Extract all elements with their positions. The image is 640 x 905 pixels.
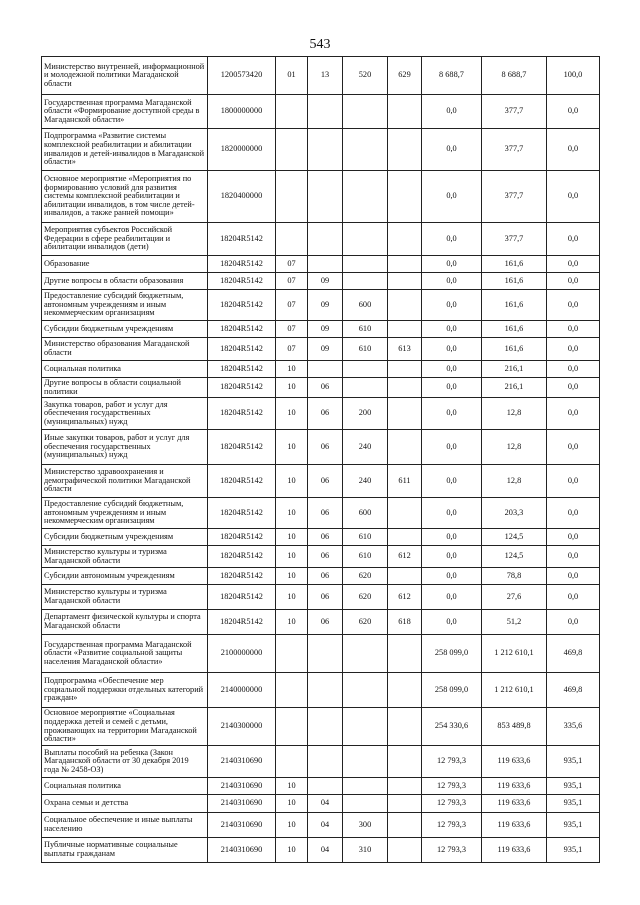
table-row [42, 95, 600, 129]
cell-expense-type [343, 256, 388, 273]
cell-amount-1: 0,0 [422, 498, 482, 529]
cell-expense-type: 300 [343, 813, 388, 838]
cell-name: Мероприятия субъектов Российской Федерации в сфере реабилитации и абилитации инвалидов (дети) [42, 223, 208, 256]
cell-percent: 0,0 [547, 338, 600, 361]
cell-administrator [388, 361, 422, 378]
cell-expense-type: 600 [343, 290, 388, 321]
cell-name: Социальное обеспечение и иные выплаты населению [42, 813, 208, 838]
cell-expense-type: 610 [343, 546, 388, 568]
cell-administrator [388, 778, 422, 795]
cell-name: Субсидии бюджетным учреждениям [42, 321, 208, 338]
table-row [42, 635, 600, 673]
cell-subsection [308, 673, 343, 708]
cell-amount-1: 258 099,0 [422, 635, 482, 673]
cell-amount-2: 27,6 [482, 585, 547, 610]
cell-name: Социальная политика [42, 778, 208, 795]
cell-target-code: 1820000000 [208, 129, 276, 171]
cell-amount-2: 12,8 [482, 430, 547, 465]
cell-amount-2: 12,8 [482, 465, 547, 498]
cell-percent: 0,0 [547, 290, 600, 321]
cell-amount-2: 203,3 [482, 498, 547, 529]
cell-subsection: 06 [308, 585, 343, 610]
cell-percent: 935,1 [547, 746, 600, 778]
cell-name: Департамент физической культуры и спорта Магаданской области [42, 610, 208, 635]
cell-name: Министерство культуры и туризма Магаданской области [42, 546, 208, 568]
cell-percent: 0,0 [547, 321, 600, 338]
cell-section [276, 223, 308, 256]
cell-subsection: 06 [308, 465, 343, 498]
cell-amount-2: 119 633,6 [482, 813, 547, 838]
cell-section: 10 [276, 529, 308, 546]
cell-amount-2: 12,8 [482, 398, 547, 430]
cell-subsection [308, 95, 343, 129]
cell-expense-type: 240 [343, 465, 388, 498]
cell-percent: 0,0 [547, 223, 600, 256]
cell-target-code: 2140310690 [208, 838, 276, 863]
cell-subsection: 09 [308, 321, 343, 338]
cell-percent: 0,0 [547, 256, 600, 273]
table-row [42, 171, 600, 223]
cell-amount-2: 216,1 [482, 361, 547, 378]
cell-section: 10 [276, 465, 308, 498]
cell-amount-2: 1 212 610,1 [482, 635, 547, 673]
cell-target-code: 18204R5142 [208, 361, 276, 378]
cell-subsection [308, 361, 343, 378]
cell-subsection: 06 [308, 568, 343, 585]
table-row [42, 129, 600, 171]
cell-target-code: 2100000000 [208, 635, 276, 673]
table-row [42, 546, 600, 568]
cell-expense-type: 610 [343, 529, 388, 546]
table-row [42, 529, 600, 546]
cell-section: 07 [276, 338, 308, 361]
cell-name: Другие вопросы в области социальной политики [42, 378, 208, 398]
cell-name: Образование [42, 256, 208, 273]
cell-section [276, 673, 308, 708]
table-row [42, 430, 600, 465]
cell-expense-type [343, 635, 388, 673]
cell-target-code: 1200573420 [208, 57, 276, 95]
cell-administrator [388, 171, 422, 223]
cell-administrator [388, 95, 422, 129]
cell-subsection: 06 [308, 498, 343, 529]
cell-name: Предоставление субсидий бюджетным, автономным учреждениям и иным некоммерческим организациям [42, 498, 208, 529]
cell-amount-2: 119 633,6 [482, 795, 547, 813]
table-body [42, 57, 600, 863]
cell-name: Закупка товаров, работ и услуг для обеспечения государственных (муниципальных) нужд [42, 398, 208, 430]
cell-administrator [388, 529, 422, 546]
cell-administrator [388, 290, 422, 321]
cell-expense-type [343, 673, 388, 708]
cell-name: Основное мероприятие «Мероприятия по формированию условий для развития системы комплексной реабилитации и абилитации инвалидов, в том числе детей-инвалидов, а также ранней помощи» [42, 171, 208, 223]
cell-amount-1: 258 099,0 [422, 673, 482, 708]
cell-amount-1: 8 688,7 [422, 57, 482, 95]
cell-subsection [308, 708, 343, 746]
cell-percent: 935,1 [547, 778, 600, 795]
cell-administrator: 612 [388, 546, 422, 568]
cell-amount-1: 0,0 [422, 585, 482, 610]
cell-administrator [388, 273, 422, 290]
cell-subsection: 06 [308, 529, 343, 546]
cell-expense-type: 310 [343, 838, 388, 863]
cell-name: Государственная программа Магаданской области «Развитие социальной защиты населения Магаданской области» [42, 635, 208, 673]
cell-administrator [388, 635, 422, 673]
cell-expense-type [343, 223, 388, 256]
cell-administrator [388, 568, 422, 585]
cell-amount-1: 0,0 [422, 171, 482, 223]
cell-administrator: 613 [388, 338, 422, 361]
table-row [42, 498, 600, 529]
table-row [42, 568, 600, 585]
cell-amount-1: 0,0 [422, 568, 482, 585]
cell-target-code: 2140300000 [208, 708, 276, 746]
cell-target-code: 18204R5142 [208, 585, 276, 610]
cell-name: Выплаты пособий на ребенка (Закон Магаданской области от 30 декабря 2019 года № 2458-ОЗ) [42, 746, 208, 778]
cell-section: 10 [276, 498, 308, 529]
cell-expense-type: 610 [343, 321, 388, 338]
cell-amount-2: 161,6 [482, 338, 547, 361]
cell-amount-2: 377,7 [482, 171, 547, 223]
cell-expense-type [343, 273, 388, 290]
cell-percent: 0,0 [547, 585, 600, 610]
cell-subsection: 06 [308, 610, 343, 635]
cell-target-code: 2140310690 [208, 795, 276, 813]
cell-target-code: 18204R5142 [208, 256, 276, 273]
cell-section: 10 [276, 568, 308, 585]
cell-section: 01 [276, 57, 308, 95]
cell-name: Субсидии бюджетным учреждениям [42, 529, 208, 546]
cell-amount-2: 124,5 [482, 546, 547, 568]
cell-section: 07 [276, 321, 308, 338]
cell-amount-2: 377,7 [482, 129, 547, 171]
cell-expense-type: 200 [343, 398, 388, 430]
cell-administrator [388, 378, 422, 398]
cell-subsection [308, 778, 343, 795]
cell-target-code: 18204R5142 [208, 546, 276, 568]
cell-percent: 0,0 [547, 129, 600, 171]
cell-name: Социальная политика [42, 361, 208, 378]
table-row [42, 838, 600, 863]
cell-amount-2: 161,6 [482, 321, 547, 338]
cell-expense-type [343, 129, 388, 171]
cell-percent: 0,0 [547, 430, 600, 465]
cell-administrator [388, 746, 422, 778]
cell-subsection: 06 [308, 430, 343, 465]
cell-amount-2: 119 633,6 [482, 778, 547, 795]
cell-name: Основное мероприятие «Социальная поддержка детей и семей с детьми, проживающих на территории Магаданской области» [42, 708, 208, 746]
cell-name: Подпрограмма «Развитие системы комплексной реабилитации и абилитации инвалидов и детей-инвалидов в Магаданской области» [42, 129, 208, 171]
cell-subsection: 09 [308, 290, 343, 321]
cell-administrator [388, 813, 422, 838]
cell-target-code: 18204R5142 [208, 498, 276, 529]
table-row [42, 321, 600, 338]
cell-amount-1: 12 793,3 [422, 778, 482, 795]
cell-percent: 0,0 [547, 546, 600, 568]
cell-amount-2: 377,7 [482, 95, 547, 129]
cell-name: Государственная программа Магаданской области «Формирование доступной среды в Магаданской области» [42, 95, 208, 129]
cell-target-code: 18204R5142 [208, 378, 276, 398]
cell-section: 10 [276, 361, 308, 378]
cell-amount-1: 0,0 [422, 95, 482, 129]
cell-subsection: 06 [308, 398, 343, 430]
cell-name: Министерство образования Магаданской области [42, 338, 208, 361]
cell-percent: 0,0 [547, 465, 600, 498]
cell-section [276, 171, 308, 223]
table-row [42, 256, 600, 273]
cell-amount-1: 0,0 [422, 398, 482, 430]
cell-target-code: 18204R5142 [208, 338, 276, 361]
cell-expense-type [343, 746, 388, 778]
cell-target-code: 18204R5142 [208, 290, 276, 321]
cell-administrator [388, 673, 422, 708]
cell-target-code: 2140310690 [208, 813, 276, 838]
cell-section [276, 635, 308, 673]
cell-percent: 0,0 [547, 361, 600, 378]
cell-amount-2: 161,6 [482, 273, 547, 290]
cell-amount-1: 0,0 [422, 546, 482, 568]
cell-target-code: 18204R5142 [208, 529, 276, 546]
cell-administrator [388, 256, 422, 273]
cell-name: Министерство культуры и туризма Магаданской области [42, 585, 208, 610]
cell-section: 10 [276, 546, 308, 568]
cell-percent: 0,0 [547, 171, 600, 223]
cell-expense-type: 240 [343, 430, 388, 465]
cell-administrator [388, 708, 422, 746]
table-row [42, 378, 600, 398]
cell-administrator: 611 [388, 465, 422, 498]
cell-target-code: 1820400000 [208, 171, 276, 223]
cell-name: Другие вопросы в области образования [42, 273, 208, 290]
cell-section: 10 [276, 585, 308, 610]
cell-subsection: 13 [308, 57, 343, 95]
cell-target-code: 18204R5142 [208, 568, 276, 585]
cell-expense-type: 620 [343, 568, 388, 585]
cell-amount-1: 0,0 [422, 361, 482, 378]
cell-amount-1: 0,0 [422, 465, 482, 498]
cell-percent: 0,0 [547, 610, 600, 635]
table-row [42, 398, 600, 430]
cell-percent: 0,0 [547, 498, 600, 529]
cell-percent: 469,8 [547, 673, 600, 708]
budget-table [41, 56, 600, 863]
cell-section: 10 [276, 838, 308, 863]
cell-subsection: 06 [308, 546, 343, 568]
cell-section: 10 [276, 813, 308, 838]
cell-percent: 935,1 [547, 795, 600, 813]
cell-amount-1: 254 330,6 [422, 708, 482, 746]
cell-amount-1: 12 793,3 [422, 795, 482, 813]
cell-amount-1: 0,0 [422, 321, 482, 338]
cell-administrator [388, 838, 422, 863]
cell-expense-type [343, 708, 388, 746]
cell-subsection: 06 [308, 378, 343, 398]
cell-amount-2: 853 489,8 [482, 708, 547, 746]
cell-percent: 0,0 [547, 95, 600, 129]
cell-administrator [388, 498, 422, 529]
cell-amount-1: 0,0 [422, 529, 482, 546]
cell-amount-2: 124,5 [482, 529, 547, 546]
table-row [42, 223, 600, 256]
cell-subsection: 04 [308, 838, 343, 863]
cell-percent: 0,0 [547, 398, 600, 430]
cell-target-code: 18204R5142 [208, 223, 276, 256]
cell-subsection [308, 746, 343, 778]
cell-amount-1: 0,0 [422, 610, 482, 635]
page-number: 543 [309, 37, 331, 52]
table-row [42, 610, 600, 635]
cell-section: 10 [276, 610, 308, 635]
cell-administrator [388, 129, 422, 171]
cell-name: Подпрограмма «Обеспечение мер социальной поддержки отдельных категорий граждан» [42, 673, 208, 708]
cell-section: 07 [276, 256, 308, 273]
cell-subsection: 09 [308, 273, 343, 290]
cell-amount-1: 0,0 [422, 430, 482, 465]
cell-amount-1: 0,0 [422, 378, 482, 398]
cell-administrator [388, 398, 422, 430]
table-row [42, 290, 600, 321]
cell-expense-type: 610 [343, 338, 388, 361]
cell-name: Министерство внутренней, информационной и молодежной политики Магаданской области [42, 57, 208, 95]
cell-expense-type: 600 [343, 498, 388, 529]
cell-percent: 100,0 [547, 57, 600, 95]
cell-amount-1: 12 793,3 [422, 746, 482, 778]
cell-expense-type [343, 778, 388, 795]
cell-expense-type: 620 [343, 585, 388, 610]
cell-expense-type [343, 95, 388, 129]
table-row [42, 708, 600, 746]
table-row [42, 746, 600, 778]
cell-administrator: 629 [388, 57, 422, 95]
table-row [42, 813, 600, 838]
cell-section [276, 708, 308, 746]
cell-section: 10 [276, 430, 308, 465]
cell-administrator [388, 430, 422, 465]
cell-name: Охрана семьи и детства [42, 795, 208, 813]
table-row [42, 338, 600, 361]
cell-expense-type [343, 795, 388, 813]
cell-subsection: 04 [308, 813, 343, 838]
table-row [42, 585, 600, 610]
cell-subsection [308, 223, 343, 256]
table-row [42, 465, 600, 498]
cell-target-code: 18204R5142 [208, 610, 276, 635]
cell-target-code: 18204R5142 [208, 465, 276, 498]
cell-amount-1: 0,0 [422, 256, 482, 273]
cell-target-code: 2140310690 [208, 746, 276, 778]
cell-percent: 0,0 [547, 378, 600, 398]
cell-amount-2: 119 633,6 [482, 746, 547, 778]
cell-administrator: 618 [388, 610, 422, 635]
cell-amount-1: 12 793,3 [422, 838, 482, 863]
cell-target-code: 18204R5142 [208, 398, 276, 430]
cell-target-code: 2140000000 [208, 673, 276, 708]
cell-administrator: 612 [388, 585, 422, 610]
cell-section [276, 95, 308, 129]
cell-section: 07 [276, 290, 308, 321]
cell-name: Иные закупки товаров, работ и услуг для обеспечения государственных (муниципальных) нужд [42, 430, 208, 465]
cell-amount-2: 8 688,7 [482, 57, 547, 95]
cell-name: Субсидии автономным учреждениям [42, 568, 208, 585]
cell-section: 10 [276, 378, 308, 398]
cell-administrator [388, 223, 422, 256]
cell-subsection [308, 256, 343, 273]
cell-percent: 935,1 [547, 838, 600, 863]
cell-amount-1: 0,0 [422, 273, 482, 290]
cell-target-code: 1800000000 [208, 95, 276, 129]
cell-subsection [308, 635, 343, 673]
cell-name: Публичные нормативные социальные выплаты гражданам [42, 838, 208, 863]
table-row [42, 361, 600, 378]
cell-expense-type [343, 361, 388, 378]
cell-section: 07 [276, 273, 308, 290]
table-row [42, 778, 600, 795]
cell-section: 10 [276, 778, 308, 795]
cell-section [276, 746, 308, 778]
cell-section [276, 129, 308, 171]
cell-section: 10 [276, 398, 308, 430]
cell-amount-2: 78,8 [482, 568, 547, 585]
cell-percent: 469,8 [547, 635, 600, 673]
cell-amount-2: 161,6 [482, 256, 547, 273]
cell-percent: 335,6 [547, 708, 600, 746]
cell-amount-2: 161,6 [482, 290, 547, 321]
cell-name: Предоставление субсидий бюджетным, автономным учреждениям и иным некоммерческим организациям [42, 290, 208, 321]
cell-amount-2: 377,7 [482, 223, 547, 256]
cell-amount-1: 12 793,3 [422, 813, 482, 838]
cell-administrator [388, 321, 422, 338]
table-row [42, 673, 600, 708]
cell-target-code: 18204R5142 [208, 430, 276, 465]
table-row [42, 273, 600, 290]
cell-expense-type: 520 [343, 57, 388, 95]
cell-target-code: 18204R5142 [208, 321, 276, 338]
cell-subsection [308, 129, 343, 171]
cell-expense-type [343, 378, 388, 398]
cell-percent: 0,0 [547, 529, 600, 546]
cell-target-code: 18204R5142 [208, 273, 276, 290]
cell-percent: 0,0 [547, 273, 600, 290]
cell-subsection [308, 171, 343, 223]
cell-subsection: 04 [308, 795, 343, 813]
cell-percent: 935,1 [547, 813, 600, 838]
cell-name: Министерство здравоохранения и демографической политики Магаданской области [42, 465, 208, 498]
cell-amount-1: 0,0 [422, 129, 482, 171]
cell-target-code: 2140310690 [208, 778, 276, 795]
cell-percent: 0,0 [547, 568, 600, 585]
cell-amount-1: 0,0 [422, 290, 482, 321]
cell-amount-2: 1 212 610,1 [482, 673, 547, 708]
cell-amount-1: 0,0 [422, 338, 482, 361]
cell-amount-2: 51,2 [482, 610, 547, 635]
cell-amount-2: 119 633,6 [482, 838, 547, 863]
cell-subsection: 09 [308, 338, 343, 361]
cell-section: 10 [276, 795, 308, 813]
cell-amount-2: 216,1 [482, 378, 547, 398]
table-row [42, 795, 600, 813]
cell-amount-1: 0,0 [422, 223, 482, 256]
cell-expense-type [343, 171, 388, 223]
cell-administrator [388, 795, 422, 813]
cell-expense-type: 620 [343, 610, 388, 635]
table-row [42, 57, 600, 95]
